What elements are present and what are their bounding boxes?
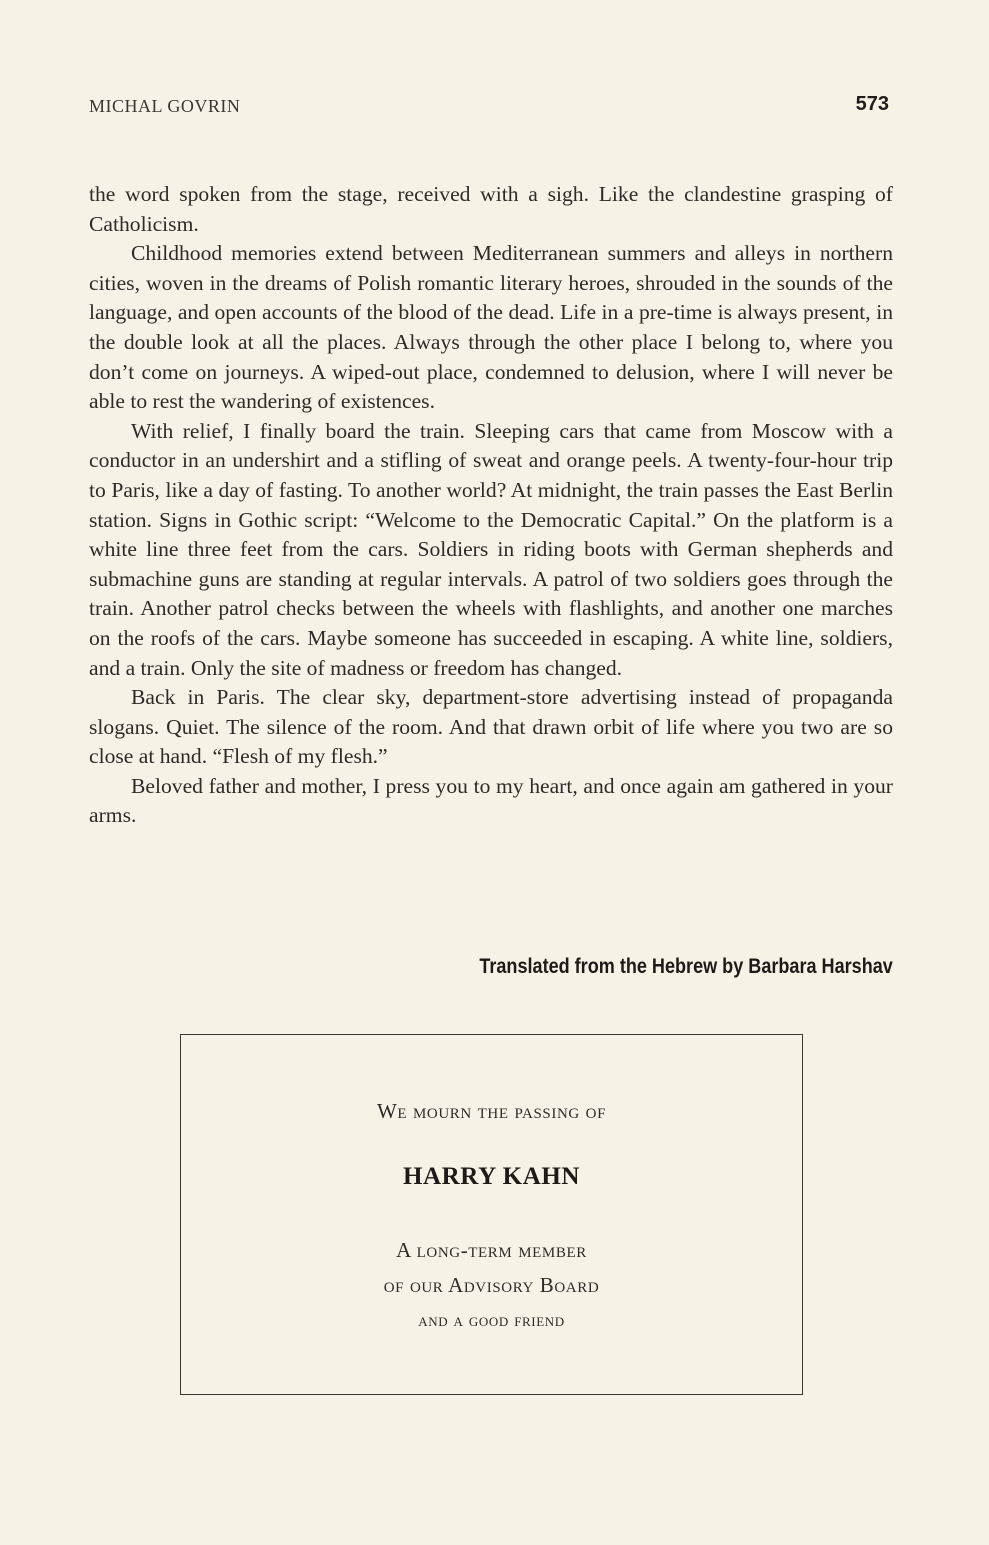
body-text <box>89 180 893 831</box>
memorial-line: of our Advisory Board <box>383 1273 600 1297</box>
paragraph: Back in Paris. The clear sky, department-store advertising instead of propaganda slogans. Quiet. The silence of the room. And that drawn orbit of life where you two are so close at hand. “Flesh of my flesh.” <box>89 685 893 769</box>
page-number: 573 <box>855 93 889 115</box>
memorial-name: HARRY KAHN <box>402 1163 581 1190</box>
paragraph: Childhood memories extend between Mediterranean summers and alleys in northern cities, woven in the dreams of Polish romantic literary heroes, shrouded in the sounds of the language, and open accounts of the blood of the dead. Life in a pre-time is always present, in the double look at all the places. Always through the other place I belong to, where you don’t come on journeys. A wiped-out place, condemned to delusion, where I will never be able to rest the wandering of existences. <box>89 241 893 414</box>
paragraph: With relief, I finally board the train. Sleeping cars that came from Moscow with a conductor in an undershirt and a stifling of sweat and orange peels. A twenty-four-hour trip to Paris, like a day of fasting. To another world? At midnight, the train passes the East Berlin station. Signs in Gothic script: “Welcome to the Democratic Capital.” On the platform is a white line three feet from the cars. Soldiers in riding boots with German shepherds and submachine guns are standing at regular intervals. A patrol of two soldiers goes through the train. Another patrol checks between the wheels with flashlights, and another one marches on the roofs of the cars. Maybe someone has succeeded in escaping. A white line, soldiers, and a train. Only the site of madness or freedom has changed. <box>89 418 893 680</box>
running-head: MICHAL GOVRIN <box>89 96 241 116</box>
translation-credit: Translated from the Hebrew by Barbara Harshav <box>479 955 893 978</box>
paragraph: Beloved father and mother, I press you to my heart, and once again am gathered in your arms. <box>89 773 893 828</box>
paragraph: the word spoken from the stage, received with a sigh. Like the clandestine grasping of Catholicism. <box>89 182 893 236</box>
memorial-line: A long-term member <box>396 1238 587 1262</box>
memorial-intro: We mourn the passing of <box>376 1099 607 1123</box>
memorial-line: and a good friend <box>418 1310 565 1331</box>
memorial-notice-box <box>180 1034 803 1395</box>
